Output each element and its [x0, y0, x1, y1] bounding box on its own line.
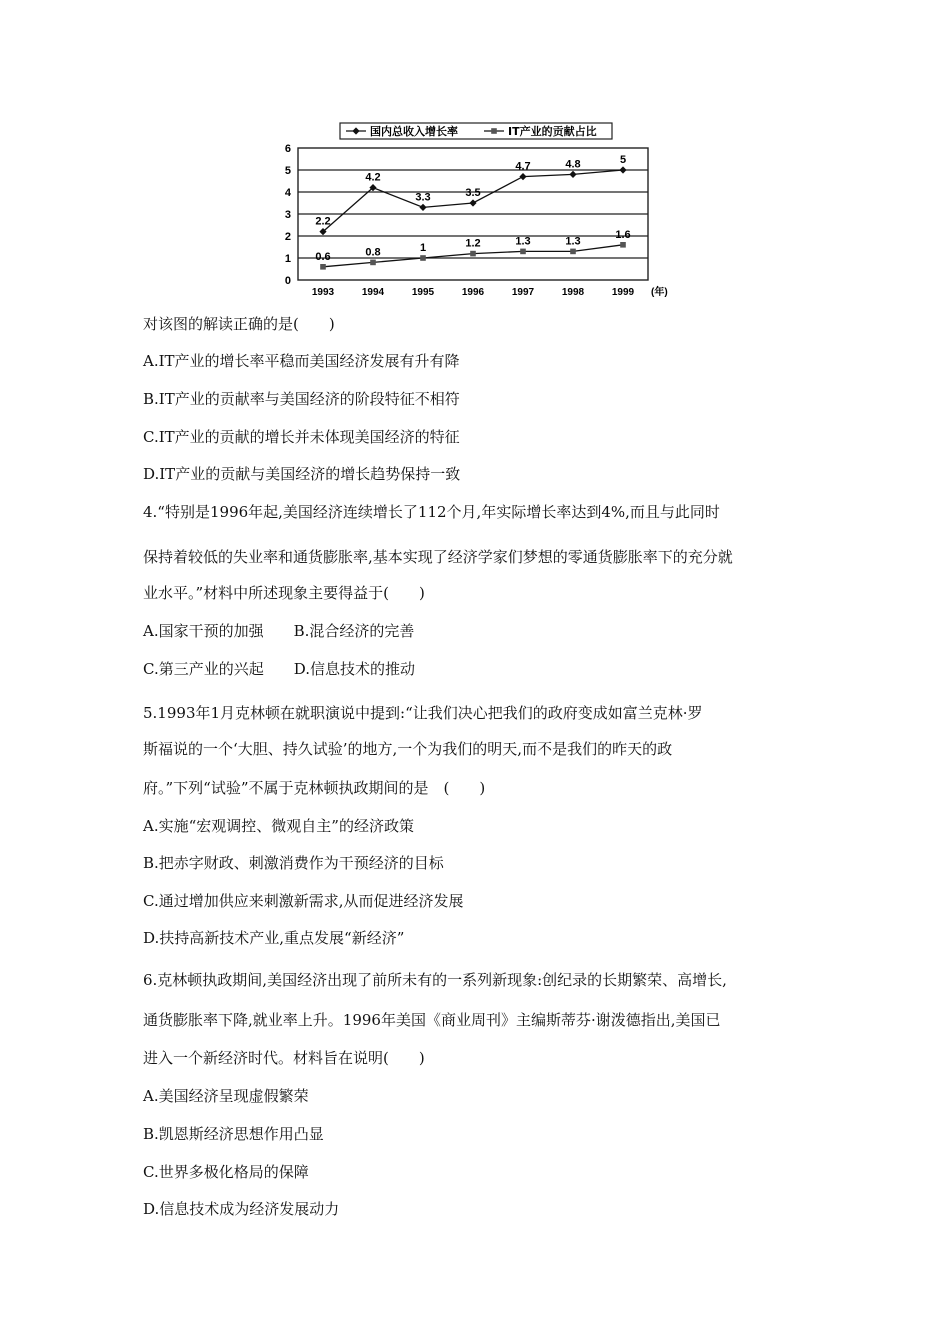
x-tick-label: 1994 [361, 287, 385, 298]
options-4cd: C.第三产业的兴起 D.信息技术的推动 [143, 660, 415, 678]
x-tick-label: 1999 [611, 287, 635, 298]
x-tick-label: 1998 [561, 287, 585, 298]
data-label: 3.5 [465, 187, 481, 199]
data-point [519, 173, 526, 180]
question-3-stem: 对该图的解读正确的是( ) [143, 315, 335, 333]
y-tick-label: 1 [284, 253, 291, 265]
y-tick-label: 2 [284, 231, 291, 243]
option-6a: A.美国经济呈现虚假繁荣 [143, 1087, 309, 1105]
x-tick-label: 1997 [511, 287, 535, 298]
y-tick-label: 3 [284, 209, 291, 221]
question-4-stem-3: 业水平。”材料中所述现象主要得益于( ) [143, 584, 425, 602]
data-point [620, 242, 626, 248]
question-4-stem-2: 保持着较低的失业率和通货膨胀率,基本实现了经济学家们梦想的零通货膨胀率下的充分就 [143, 548, 733, 566]
line-chart [278, 118, 678, 303]
data-point [320, 264, 326, 270]
question-6-stem-1: 6.克林顿执政期间,美国经济出现了前所未有的一系列新现象:创纪录的长期繁荣、高增长, [143, 971, 727, 989]
y-tick-label: 5 [284, 165, 291, 177]
data-point [419, 204, 426, 211]
option-5a: A.实施“宏观调控、微观自主”的经济政策 [143, 817, 414, 835]
data-label: 1.3 [515, 235, 531, 248]
y-tick-label: 6 [284, 143, 291, 155]
question-5-stem-2: 斯福说的一个‘大胆、持久试验’的地方,一个为我们的明天,而不是我们的昨天的政 [143, 740, 673, 758]
data-label: 2.2 [315, 215, 331, 228]
data-point [569, 171, 576, 178]
legend-label: 国内总收入增长率 [370, 125, 458, 138]
legend-marker [491, 128, 497, 134]
data-label: 4.2 [365, 171, 381, 184]
data-point [520, 249, 526, 255]
options-4ab: A.国家干预的加强 B.混合经济的完善 [143, 622, 415, 640]
data-label: 4.8 [565, 158, 581, 171]
question-5-stem-3: 府。”下列“试验”不属于克林顿执政期间的是 ( ) [143, 779, 486, 797]
option-6d: D.信息技术成为经济发展动力 [143, 1200, 340, 1218]
option-3b: B.IT产业的贡献率与美国经济的阶段特征不相符 [143, 390, 460, 408]
data-point [469, 199, 476, 206]
option-5c: C.通过增加供应来刺激新需求,从而促进经济发展 [143, 892, 464, 910]
option-5d: D.扶持高新技术产业,重点发展“新经济” [143, 929, 405, 947]
question-5-stem-1: 5.1993年1月克林顿在就职演说中提到:“让我们决心把我们的政府变成如富兰克林·罗 [143, 704, 703, 722]
option-3a: A.IT产业的增长率平稳而美国经济发展有升有降 [143, 352, 460, 370]
data-point [470, 251, 476, 257]
question-6-stem-3: 进入一个新经济时代。材料旨在说明( ) [143, 1049, 425, 1067]
data-point [420, 255, 426, 261]
option-6c: C.世界多极化格局的保障 [143, 1163, 309, 1181]
y-tick-label: 4 [284, 187, 291, 199]
option-3d: D.IT产业的贡献与美国经济的增长趋势保持一致 [143, 465, 461, 483]
data-label: 1.6 [615, 228, 631, 241]
data-point [619, 166, 626, 173]
data-label: 3.3 [415, 191, 431, 204]
data-label: 1.3 [565, 235, 581, 248]
x-tick-label: 1993 [311, 287, 335, 298]
option-3c: C.IT产业的贡献的增长并未体现美国经济的特征 [143, 428, 460, 446]
x-tick-label: 1995 [411, 287, 435, 298]
data-label: 1.2 [465, 237, 481, 250]
data-label: 0.6 [315, 250, 331, 263]
data-label: 5 [619, 154, 627, 166]
data-point [370, 260, 376, 266]
data-label: 4.7 [515, 160, 531, 173]
data-point [570, 249, 576, 255]
question-4-stem-1: 4.“特别是1996年起,美国经济连续增长了112个月,年实际增长率达到4%,而且与此同时 [143, 503, 720, 521]
x-tick-label: 1996 [461, 287, 485, 298]
option-6b: B.凯恩斯经济思想作用凸显 [143, 1125, 324, 1143]
legend-label: IT产业的贡献占比 [508, 125, 597, 138]
option-5b: B.把赤字财政、刺激消费作为干预经济的目标 [143, 854, 444, 872]
question-6-stem-2: 通货膨胀率下降,就业率上升。1996年美国《商业周刊》主编斯蒂芬·谢泼德指出,美国已 [143, 1011, 721, 1029]
data-label: 0.8 [365, 246, 381, 259]
data-label: 1 [419, 242, 427, 254]
y-tick-label: 0 [284, 275, 291, 287]
x-axis-unit: (年) [651, 287, 668, 298]
